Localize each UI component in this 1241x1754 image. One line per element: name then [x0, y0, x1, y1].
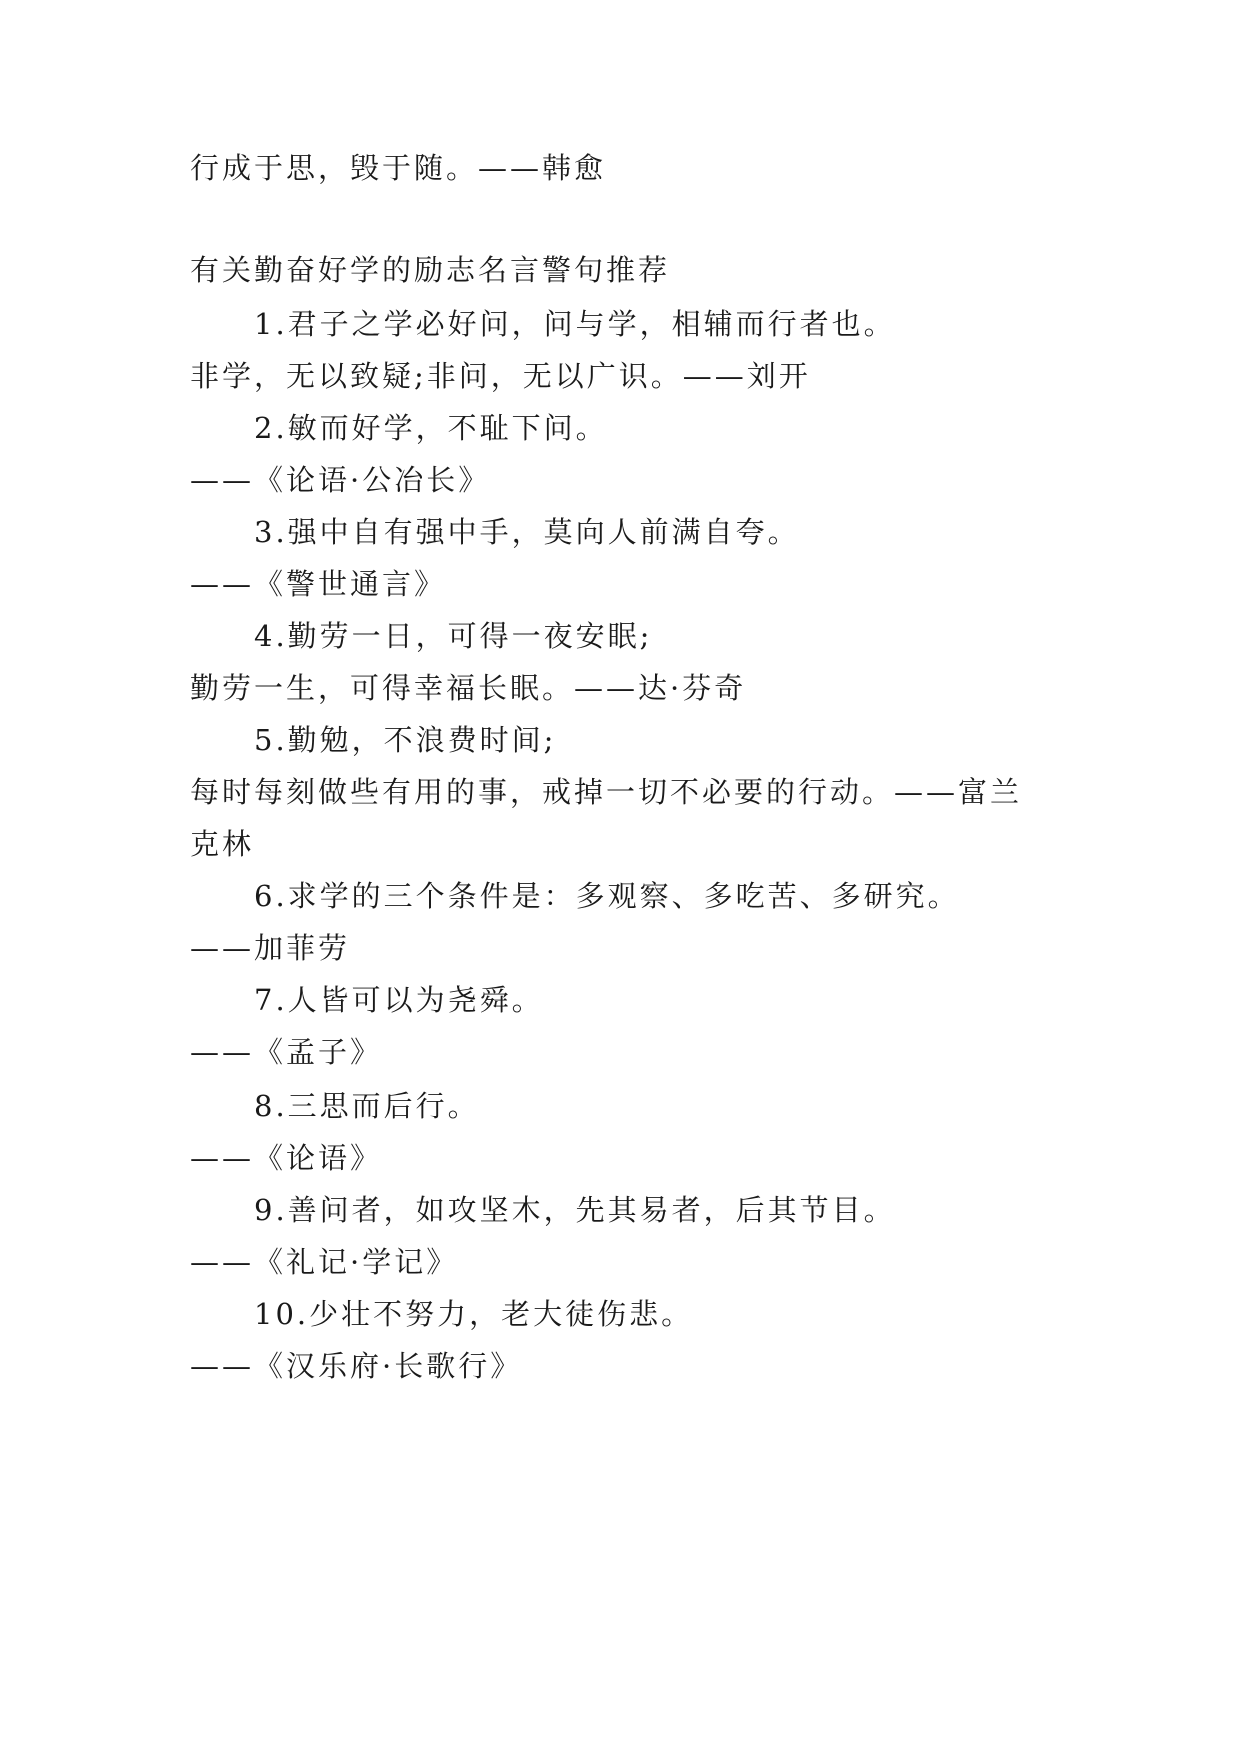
- quote-10-source: ——《汉乐府·长歌行》: [190, 1349, 523, 1383]
- quote-8-source: ——《论语》: [190, 1141, 383, 1175]
- quote-7: 7.人皆可以为尧舜。: [254, 983, 544, 1017]
- quote-1: 1.君子之学必好问，问与学，相辅而行者也。: [254, 307, 896, 341]
- opening-quote: 行成于思，毁于随。——韩愈: [190, 151, 607, 185]
- quote-9: 9.善问者，如攻坚木，先其易者，后其节目。: [254, 1193, 896, 1227]
- quote-8: 8.三思而后行。: [254, 1089, 480, 1123]
- quote-5: 5.勤勉，不浪费时间;: [254, 723, 557, 757]
- quote-5-continuation: 每时每刻做些有用的事，戒掉一切不必要的行动。——富兰: [190, 775, 1023, 809]
- quote-1-continuation: 非学，无以致疑;非问，无以广识。——刘开: [190, 359, 811, 393]
- quote-9-source: ——《礼记·学记》: [190, 1245, 459, 1279]
- quote-6: 6.求学的三个条件是：多观察、多吃苦、多研究。: [254, 879, 960, 913]
- quote-3-source: ——《警世通言》: [190, 567, 447, 601]
- quote-5-continuation-2: 克林: [190, 827, 255, 861]
- section-heading: 有关勤奋好学的励志名言警句推荐: [190, 253, 671, 287]
- quote-2: 2.敏而好学，不耻下问。: [254, 411, 608, 445]
- quote-10: 10.少壮不努力，老大徒伤悲。: [254, 1297, 694, 1331]
- quote-7-source: ——《孟子》: [190, 1035, 383, 1069]
- quote-4: 4.勤劳一日，可得一夜安眠;: [254, 619, 653, 653]
- quote-4-continuation: 勤劳一生，可得幸福长眠。——达·芬奇: [190, 671, 747, 705]
- quote-6-source: ——加菲劳: [190, 931, 351, 965]
- quote-3: 3.强中自有强中手，莫向人前满自夸。: [254, 515, 800, 549]
- quote-2-source: ——《论语·公冶长》: [190, 463, 491, 497]
